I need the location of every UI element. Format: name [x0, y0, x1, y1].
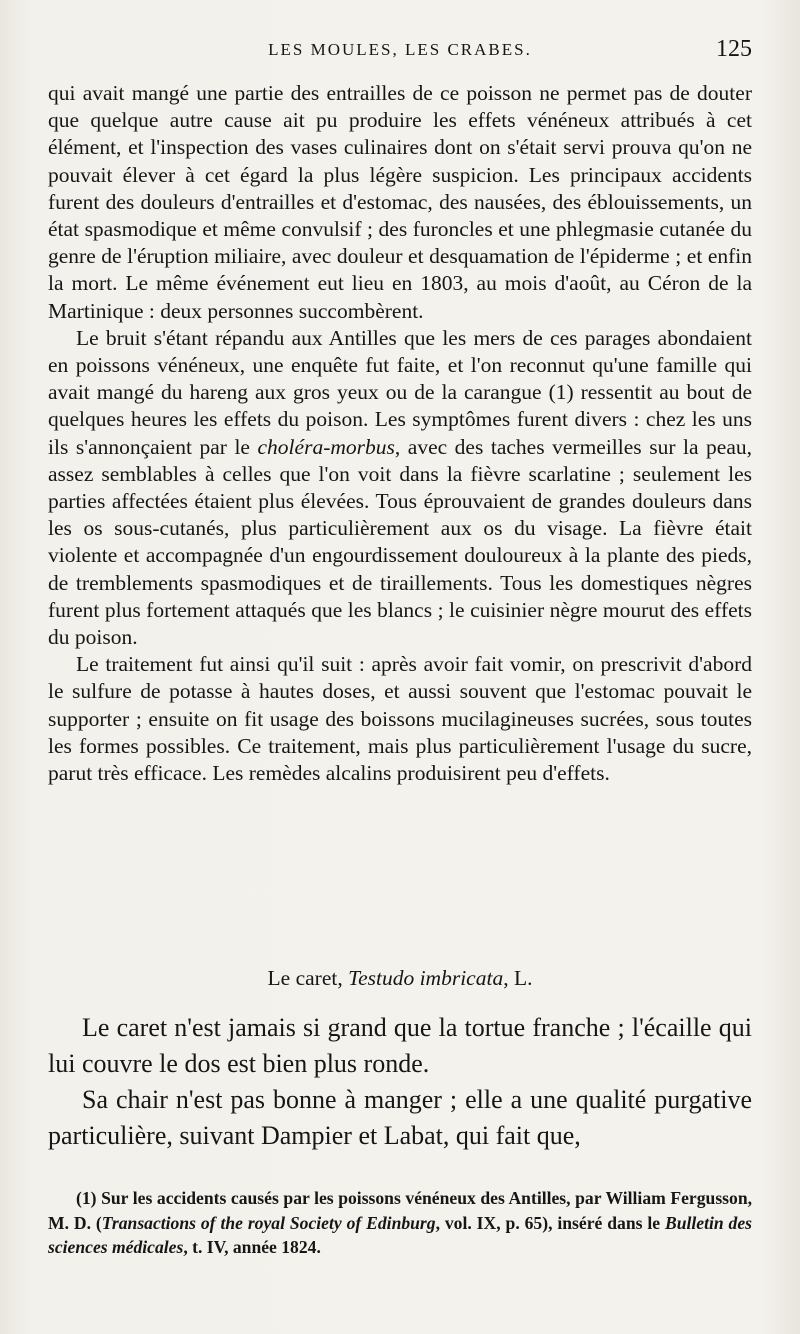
- paragraph-antilles-part1: Le bruit s'étant répandu aux Antilles que les mers de ces parages abondaient en poissons vénéneux, une enquête fut faite, et l'on reconnut qu'une famille qui avait mangé du hareng aux gros yeux ou de la carangue (1) ressentit au bout de quelques heures les effets du poison. Les symptômes furent divers : chez les uns ils s'annonçaient par le: [48, 325, 752, 459]
- paragraph-antilles-italic: choléra-morbus: [257, 434, 395, 459]
- body-text: [48, 80, 752, 787]
- section-paragraph: Le caret n'est jamais si grand que la tortue franche ; l'écaille qui lui couvre le dos est bien plus ronde.: [48, 1013, 752, 1078]
- footnote-part3: , t. IV, année 1824.: [183, 1237, 321, 1257]
- footnotes: [48, 1186, 752, 1260]
- running-head: LES MOULES, LES CRABES.: [268, 40, 532, 59]
- paragraph-antilles: [48, 325, 752, 651]
- section-paragraph: Sa chair n'est pas bonne à manger ; elle a une qualité purgative particulière, suivant Dampier et Labat, qui fait que,: [48, 1085, 752, 1150]
- section-heading-author: , L.: [503, 966, 533, 990]
- section-body: [48, 1010, 752, 1154]
- paragraph-antilles-part2: , avec des taches vermeilles sur la peau, assez semblables à celles que l'on voit dans la fièvre scarlatine ; seulement les parties affectées étaient plus élevées. Tous éprouvaient de grandes douleurs dans les os sous-cutanés, plus particulièrement aux os du visage. La fièvre était violente et accompagnée d'un engourdissement douloureux à la plante des pieds, de tremblements spasmodiques et de tiraillements. Tous les domestiques nègres furent plus fortement attaqués que les blancs ; le cuisinier nègre mourut des effets du poison.: [48, 434, 753, 650]
- paragraph-continuation: qui avait mangé une partie des entrailles de ce poisson ne permet pas de douter que quelque autre cause ait pu produire les effets vénéneux attribués à cet élément, et l'inspection des vases culinaires dont on s'était servi prouva qu'on ne pouvait élever à cet égard la plus légère suspicion. Les principaux accidents furent des douleurs d'entrailles et d'estomac, des nausées, des éblouissements, un état spasmodique et même convulsif ; des furoncles et une phlegmasie cutanée du genre de l'éruption miliaire, avec douleur et desquamation de l'épiderme ; et enfin la mort. Le même événement eut lieu en 1803, au mois d'août, au Céron de la Martinique : deux personnes succombèrent.: [48, 81, 752, 323]
- footnote-italic-bulletin: Bulletin des sciences médicales: [48, 1212, 752, 1257]
- section-heading-latin: Testudo imbricata: [348, 966, 504, 990]
- footnote-italic-journal: Transactions of the royal Society of Edinburg: [101, 1212, 436, 1233]
- footnote: [48, 1186, 752, 1260]
- section-heading: [48, 966, 752, 991]
- footnote-part2: , vol. IX, p. 65), inséré dans le: [435, 1212, 665, 1233]
- page-number: 125: [716, 36, 752, 62]
- footnote-part1: (1) Sur les accidents causés par les poissons vénéneux des Antilles, par William Fergusson, M. D. (: [48, 1188, 752, 1233]
- section-heading-main: Le caret,: [267, 966, 349, 990]
- paragraph-treatment: Le traitement fut ainsi qu'il suit : après avoir fait vomir, on prescrivit d'abord le sulfure de potasse à hautes doses, et aussi souvent que l'estomac pouvait le supporter ; ensuite on fit usage des boissons mucilagineuses sucrées, sous toutes les formes possibles. Ce traitement, mais plus particulièrement l'usage du sucre, parut très efficace. Les remèdes alcalins produisirent peu d'effets.: [48, 652, 752, 786]
- page-header: [48, 36, 752, 72]
